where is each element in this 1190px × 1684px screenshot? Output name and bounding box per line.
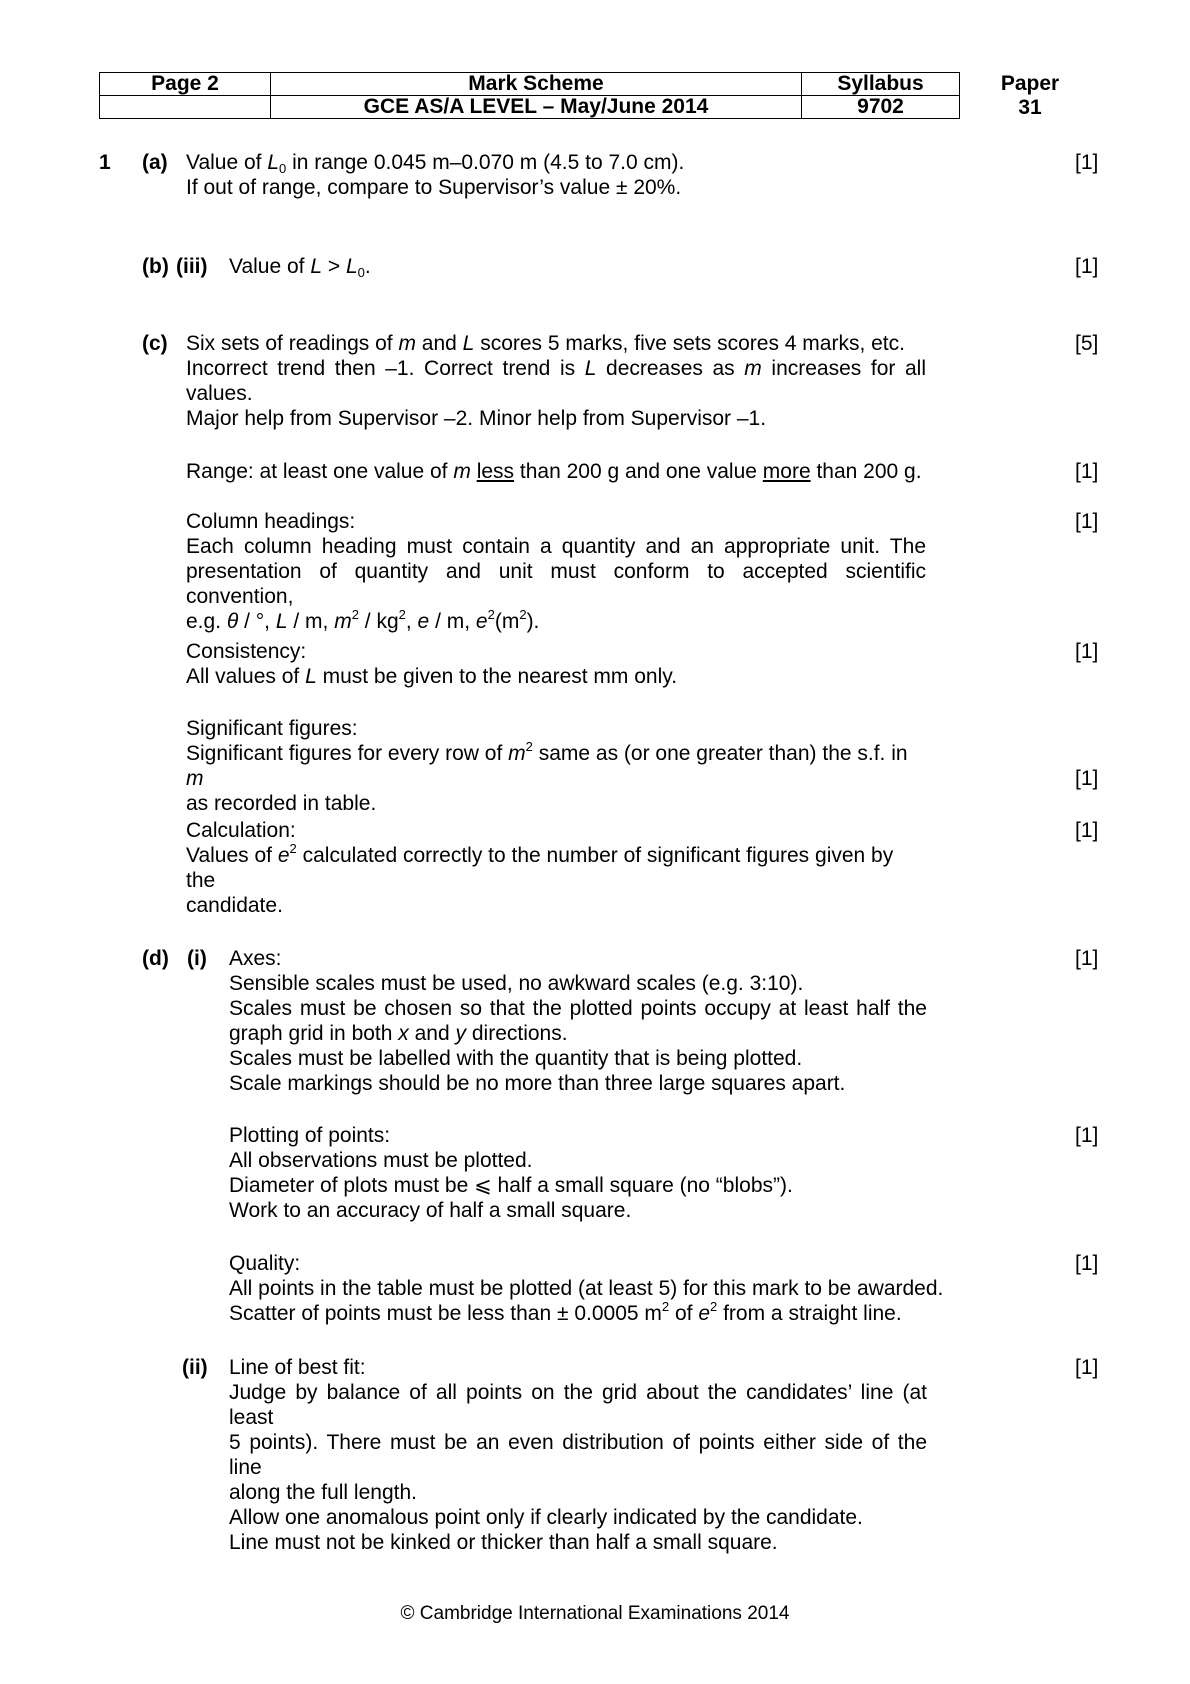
mark-b: [1] bbox=[1075, 255, 1099, 278]
quality-text: Quality: All points in the table must be plotted (at least 5) for this mark to be awarded. Scatter of points must be less than ± 0.0005 $m^2$ of $e^2$ from a straight line. bbox=[229, 1252, 944, 1325]
part-a-label: (a) bbox=[142, 151, 168, 174]
footer-copyright: © Cambridge International Examinations 2014 bbox=[400, 1603, 790, 1624]
part-d-ii-label: (ii) bbox=[182, 1356, 208, 1379]
paper-label: Paper bbox=[1000, 72, 1060, 95]
part-c-label: (c) bbox=[142, 332, 168, 355]
syllabus-code: 9702 bbox=[802, 96, 960, 119]
syllabus-label: Syllabus bbox=[802, 73, 960, 96]
mark-axes: [1] bbox=[1075, 947, 1099, 970]
paper-header bbox=[990, 72, 1070, 120]
question-number: 1 bbox=[99, 151, 111, 174]
mark-six-sets: [5] bbox=[1075, 332, 1099, 355]
mark-calculation: [1] bbox=[1075, 819, 1099, 842]
mark-column-headings: [1] bbox=[1075, 510, 1099, 533]
mark-scheme-title: Mark Scheme bbox=[271, 73, 802, 96]
mark-consistency: [1] bbox=[1075, 640, 1099, 663]
line-of-best-fit-text: Line of best fit: Judge by balance of all points on the grid about the candidates’ line (at least 5 points). There must be an even distribution of points either side of the line along the full length. Allow one anomalous point only if clearly indicated by the candidate. Line must not be kinked or thicker than half a small square. bbox=[229, 1356, 927, 1554]
part-b-sub-label: (iii) bbox=[176, 255, 208, 278]
mark-a: [1] bbox=[1075, 151, 1099, 174]
range-text: Range: at least one value of m less than 200 g and one value more than 200 g. bbox=[186, 460, 922, 483]
part-b-text: Value of $L > L_0$. bbox=[229, 255, 371, 280]
page-number: Page 2 bbox=[100, 73, 271, 96]
mark-line-of-best-fit: [1] bbox=[1075, 1356, 1099, 1379]
mark-plotting: [1] bbox=[1075, 1124, 1099, 1147]
part-a-text: Value of $L_0$ in range 0.045 m–0.070 m (4.5 to 7.0 cm). If out of range, compare to Supervisor’s value ± 20%. bbox=[186, 151, 685, 199]
empty-cell bbox=[100, 96, 271, 119]
column-headings-text: Column headings: Each column heading must contain a quantity and an appropriate unit. The presentation of quantity and unit must conform to accepted scientific convention, e.g. θ / °, L / m, $m^2 / kg^2$, e / m, $e^2(m^2)$. bbox=[186, 510, 926, 633]
six-sets-text: Six sets of readings of m and L scores 5 marks, five sets scores 4 marks, etc. Incorrect trend then –1. Correct trend is L decreases as m increases for all values. Major help from Supervisor –2. Minor help from Supervisor –1. bbox=[186, 332, 926, 430]
sig-figs-text: Significant figures: Significant figures for every row of $m^2$ same as (or one greater than) the s.f. in m as recorded in table. bbox=[186, 717, 908, 815]
header-table bbox=[99, 72, 960, 119]
paper-number: 31 bbox=[1018, 96, 1042, 119]
mark-quality: [1] bbox=[1075, 1252, 1099, 1275]
part-b-label: (b) bbox=[142, 255, 169, 278]
part-d-i-label: (i) bbox=[187, 947, 207, 970]
consistency-text: Consistency: All values of L must be given to the nearest mm only. bbox=[186, 640, 678, 688]
calculation-text: Calculation: Values of $e^2$ calculated correctly to the number of significant figures given by the candidate. bbox=[186, 819, 894, 917]
exam-title: GCE AS/A LEVEL – May/June 2014 bbox=[271, 96, 802, 119]
mark-range: [1] bbox=[1075, 460, 1099, 483]
mark-sig-figs: [1] bbox=[1075, 767, 1099, 790]
axes-text: Axes: Sensible scales must be used, no awkward scales (e.g. 3:10). Scales must be chosen so that the plotted points occupy at least half the graph grid in both x and y directions. Scales must be labelled with the quantity that is being plotted. Scale markings should be no more than three large squares apart. bbox=[229, 947, 927, 1095]
plotting-text: Plotting of points: All observations must be plotted. Diameter of plots must be ⩽ half a small square (no “blobs”). Work to an accuracy of half a small square. bbox=[229, 1124, 793, 1222]
part-d-label: (d) bbox=[142, 947, 169, 970]
